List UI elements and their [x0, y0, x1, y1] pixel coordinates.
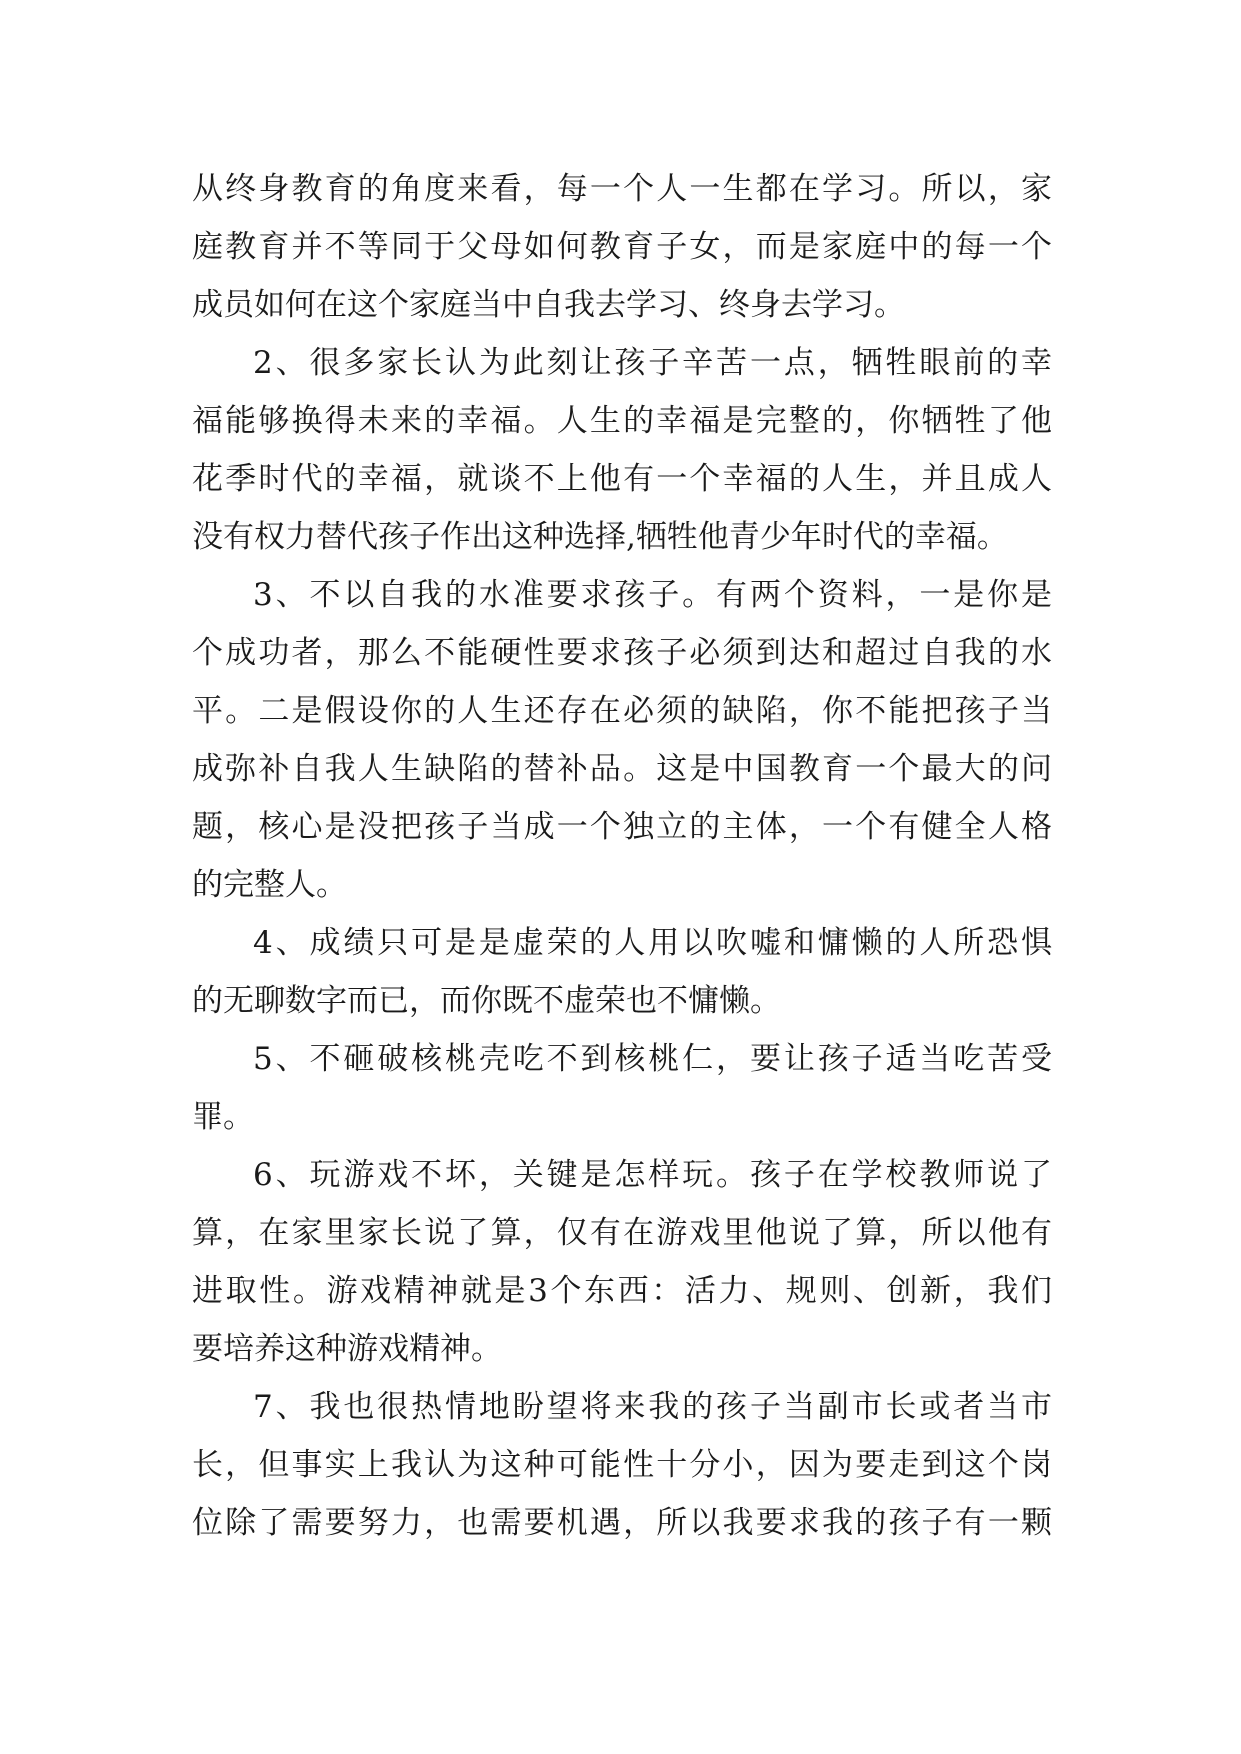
text-line: 成员如何在这个家庭当中自我去学习、终身去学习。	[192, 287, 905, 323]
paragraph-first-line: 5、不砸破核桃壳吃不到核桃仁，要让孩子适当吃苦受	[253, 1041, 1052, 1077]
text-line: 的无聊数字而已，而你既不虚荣也不慵懒。	[192, 983, 781, 1019]
text-line: 罪。	[192, 1099, 254, 1135]
text-line: 进取性。游戏精神就是3个东西：活力、规则、创新，我们	[192, 1273, 1052, 1309]
text-line: 没有权力替代孩子作出这种选择,牺牲他青少年时代的幸福。	[192, 519, 1008, 555]
document-body	[192, 160, 1052, 1552]
paragraph-first-line: 7、我也很热情地盼望将来我的孩子当副市长或者当市	[253, 1389, 1052, 1425]
text-line: 位除了需要努力，也需要机遇，所以我要求我的孩子有一颗	[192, 1505, 1052, 1541]
text-line: 长，但事实上我认为这种可能性十分小，因为要走到这个岗	[192, 1447, 1052, 1483]
text-line: 福能够换得未来的幸福。人生的幸福是完整的，你牺牲了他	[192, 403, 1052, 439]
text-line: 要培养这种游戏精神。	[192, 1331, 502, 1367]
text-line: 平。二是假设你的人生还存在必须的缺陷，你不能把孩子当	[192, 693, 1052, 729]
text-line: 花季时代的幸福，就谈不上他有一个幸福的人生，并且成人	[192, 461, 1052, 497]
text-line: 从终身教育的角度来看，每一个人一生都在学习。所以，家	[192, 171, 1052, 207]
text-line: 庭教育并不等同于父母如何教育子女，而是家庭中的每一个	[192, 229, 1052, 265]
text-line: 的完整人。	[192, 867, 347, 903]
text-line: 个成功者，那么不能硬性要求孩子必须到达和超过自我的水	[192, 635, 1052, 671]
paragraph-first-line: 6、玩游戏不坏，关键是怎样玩。孩子在学校教师说了	[253, 1157, 1052, 1193]
paragraph-first-line: 3、不以自我的水准要求孩子。有两个资料，一是你是	[253, 577, 1052, 613]
text-line: 成弥补自我人生缺陷的替补品。这是中国教育一个最大的问	[192, 751, 1052, 787]
text-line: 算，在家里家长说了算，仅有在游戏里他说了算，所以他有	[192, 1215, 1052, 1251]
text-line: 题，核心是没把孩子当成一个独立的主体，一个有健全人格	[192, 809, 1052, 845]
paragraph-first-line: 4、成绩只可是是虚荣的人用以吹嘘和慵懒的人所恐惧	[253, 925, 1052, 961]
paragraph-first-line: 2、很多家长认为此刻让孩子辛苦一点，牺牲眼前的幸	[253, 345, 1052, 381]
